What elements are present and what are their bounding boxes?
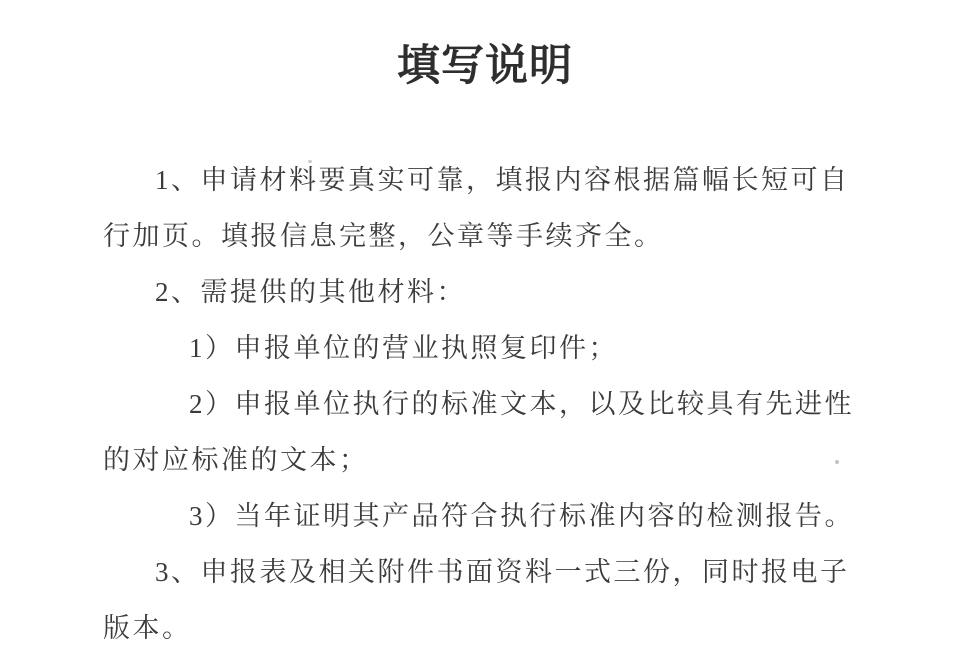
scan-speck [835,460,839,464]
scan-speck [308,160,312,163]
instruction-line-1: 1、申请材料要真实可靠，填报内容根据篇幅长短可自 [155,165,850,195]
instruction-line-3: 2、需提供的其他材料： [155,277,466,307]
instruction-line-5: 2）申报单位执行的标准文本，以及比较具有先进性 [189,389,854,419]
instruction-line-6: 的对应标准的文本； [103,445,369,475]
instructions-body [103,152,865,656]
document-title: 填写说明 [397,41,573,91]
instruction-line-2: 行加页。填报信息完整，公章等手续齐全。 [103,221,664,251]
instruction-line-8: 3、申报表及相关附件书面资料一式三份，同时报电子 [155,557,850,587]
instruction-line-9: 版本。 [103,613,192,643]
instruction-line-4: 1）申报单位的营业执照复印件； [189,333,618,363]
instruction-line-7: 3）当年证明其产品符合执行标准内容的检测报告。 [189,501,854,531]
